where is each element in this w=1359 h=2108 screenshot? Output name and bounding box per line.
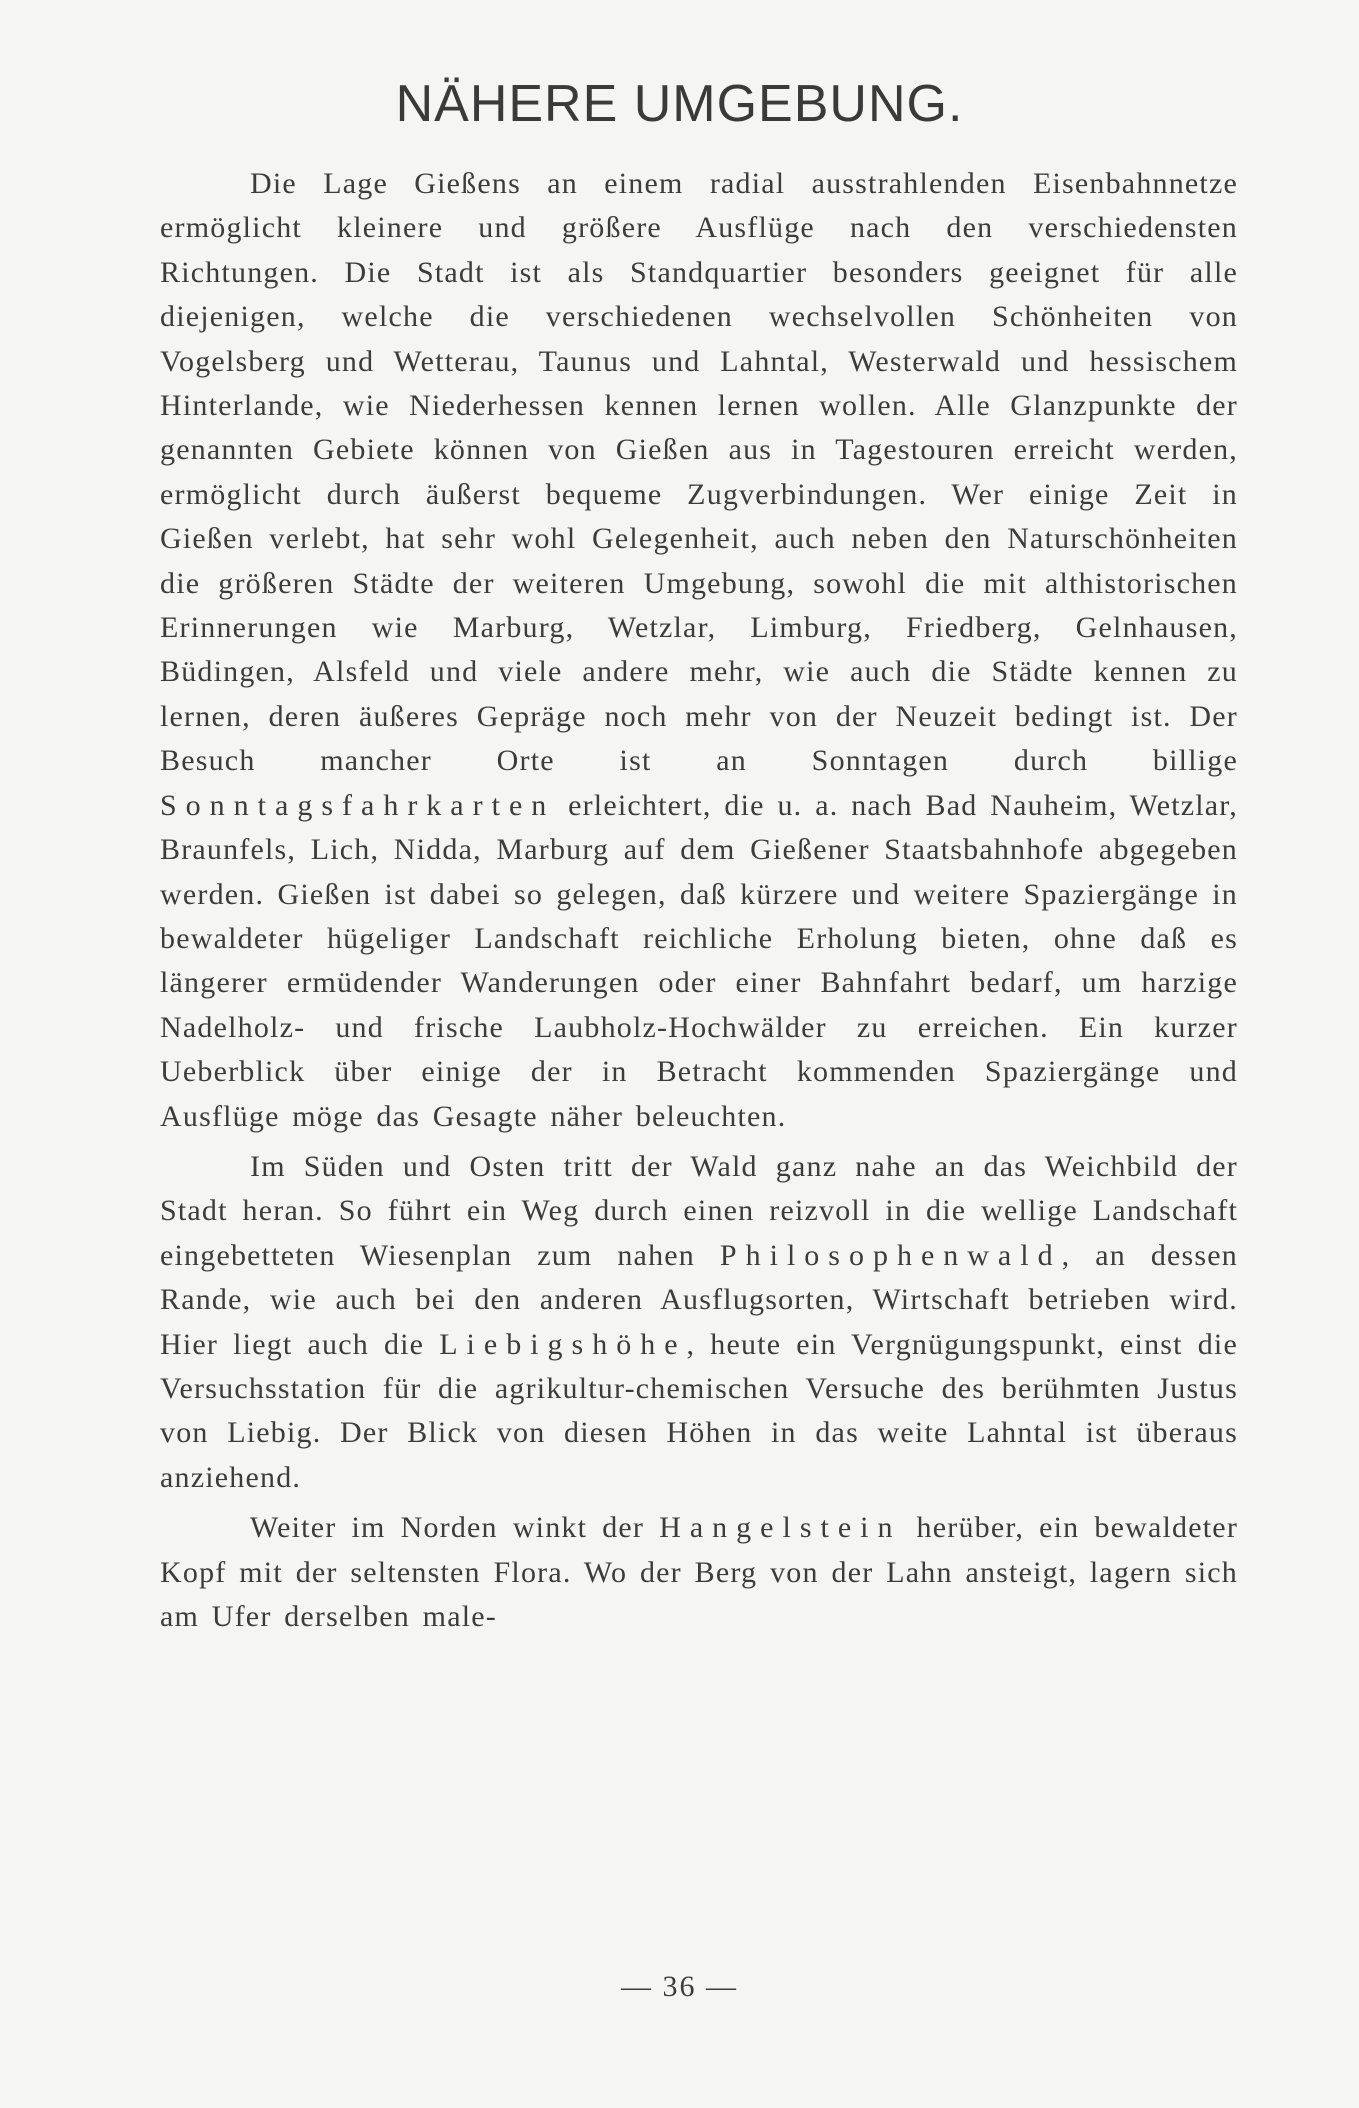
paragraph-3-text-2: herüber, ein bewaldeter Kopf mit der seltensten Flora. Wo der Berg von der Lahn ansteigt, lagern sich am Ufer derselben male- (160, 1511, 1239, 1633)
paragraph-3 (160, 1506, 1238, 1639)
paragraph-1 (160, 162, 1238, 1139)
paragraph-2 (160, 1145, 1238, 1500)
paragraph-3-text-1: Weiter im Norden winkt der (250, 1511, 645, 1545)
paragraph-2-text-3: , heute ein Vergnügungspunkt, einst die Versuchsstation für die agrikultur-chemischen Versuche des berühmten Justus von Liebig. Der Blick von diesen Höhen in das weite Lahntal ist überaus anziehend. (160, 1327, 1238, 1494)
spaced-term-philosophenwald: Philosophenwald (719, 1238, 1062, 1272)
paragraph-2-text-1: Im Süden und Osten tritt der Wald ganz nahe an das Weichbild der Stadt heran. So führt ein Weg durch einen reizvoll in die wellige Landschaft eingebetteten Wiesenplan zum nahen (160, 1149, 1238, 1272)
spaced-term-sonntagsfahrkarten: Sonntagsfahrkarten (160, 788, 556, 822)
paragraph-1-text-1: Die Lage Gießens an einem radial ausstrahlenden Eisenbahnnetze ermöglicht kleinere und größere Ausflüge nach den verschiedensten Richtungen. Die Stadt ist als Standquartier besonders geeignet für alle diejenigen, welche die verschiedenen wechselvollen Schönheiten von Vogelsberg und Wetterau, Taunus und Lahntal, Westerwald und hessischem Hinterlande, wie Niederhessen kennen lernen wollen. Alle Glanzpunkte der genannten Gebiete können von Gießen aus in Tagestouren erreicht werden, ermöglicht durch äußerst bequeme Zugverbindungen. Wer einige Zeit in Gießen verlebt, hat sehr wohl Gelegenheit, auch neben den Naturschönheiten die größeren Städte der weiteren Umgebung, sowohl die mit althistorischen Erinnerungen wie Marburg, Wetzlar, Limburg, Friedberg, Gelnhausen, Büdingen, Alsfeld und viele andere mehr, wie auch die Städte kennen zu lernen, deren äußeres Gepräge noch mehr von der Neuzeit bedingt ist. Der Besuch mancher Orte ist an Sonntagen durch billige (160, 167, 1238, 778)
paragraph-2-text-2: , an dessen Rande, wie auch bei den anderen Ausflugsorten, Wirtschaft betrieben wird. Hier liegt auch die (160, 1238, 1239, 1361)
page-number: — 36 — (621, 1970, 738, 2003)
body-text (160, 162, 1238, 1639)
spaced-term-hangelstein: Hangelstein (659, 1511, 902, 1545)
spaced-term-liebigshoehe: Liebigshöhe (439, 1327, 687, 1361)
paragraph-1-text-2: erleichtert, die u. a. nach Bad Nauheim, Wetzlar, Braunfels, Lich, Nidda, Marburg auf dem Gießener Staatsbahnhofe abgegeben werden. Gießen ist dabei so gelegen, daß kürzere und weitere Spaziergänge in bewaldeter hügeliger Landschaft reichliche Erholung bieten, ohne daß es längerer ermüdender Wanderungen oder einer Bahnfahrt bedarf, um harzige Nadelholz- und frische Laubholz-Hochwälder zu erreichen. Ein kurzer Ueberblick über einige der in Betracht kommenden Spaziergänge und Ausflüge möge das Gesagte näher beleuchten. (160, 788, 1239, 1133)
chapter-title: NÄHERE UMGEBUNG. (395, 75, 964, 133)
